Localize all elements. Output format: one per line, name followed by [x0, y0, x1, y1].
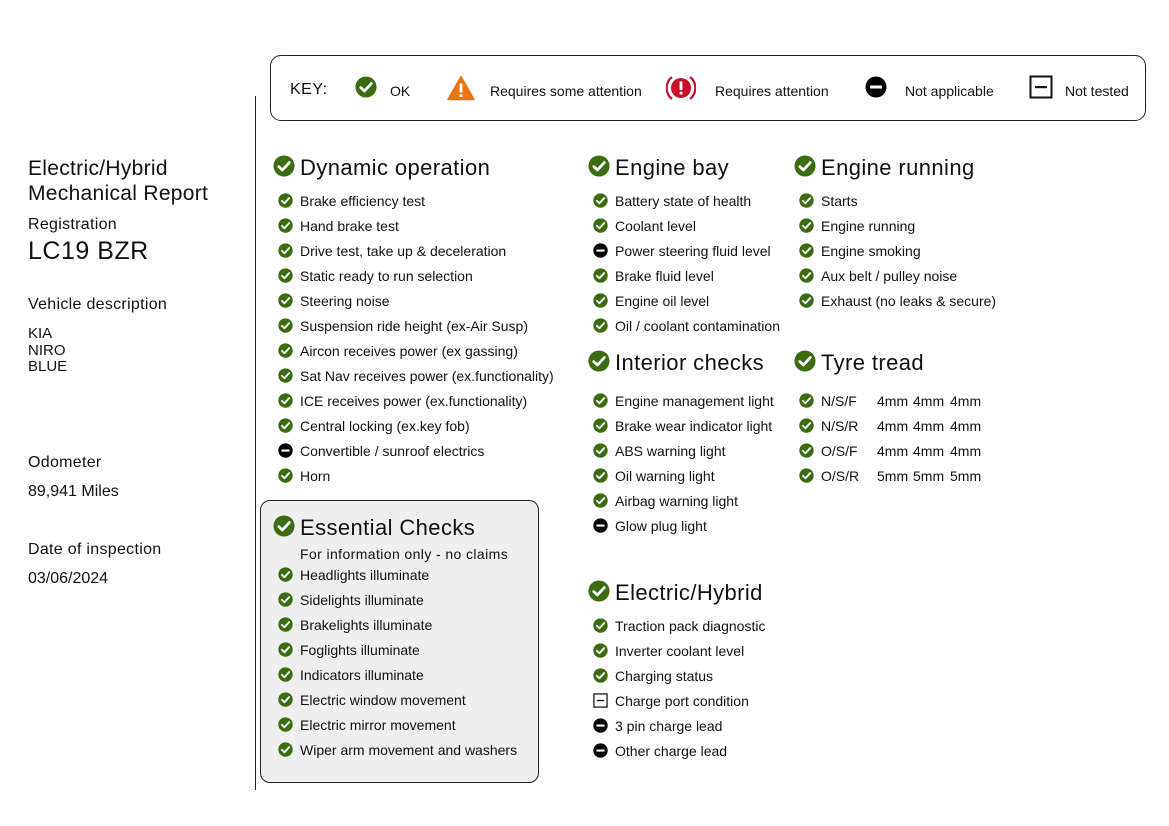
check-circle-icon — [799, 468, 814, 483]
check-circle-icon — [278, 692, 293, 707]
check-item-label: Glow plug light — [615, 518, 707, 534]
check-item-label: Aircon receives power (ex gassing) — [300, 343, 518, 359]
warning-triangle-icon — [447, 74, 475, 102]
section-title: Dynamic operation — [300, 155, 491, 180]
check-item-label: Brake fluid level — [615, 268, 714, 284]
check-item-label: ICE receives power (ex.functionality) — [300, 393, 528, 409]
check-item-label: Wiper arm movement and washers — [300, 742, 518, 758]
vehicle-colour: BLUE — [28, 358, 68, 375]
section-title: Essential Checks — [300, 515, 476, 540]
section-title: Engine running — [821, 155, 975, 180]
check-circle-icon — [794, 350, 816, 372]
check-circle-icon — [278, 243, 293, 258]
report-title-line: Mechanical Report — [28, 182, 209, 205]
registration-label: Registration — [28, 216, 117, 233]
minus-circle-icon — [593, 518, 608, 533]
check-circle-icon — [278, 343, 293, 358]
check-item-label: Oil warning light — [615, 468, 715, 484]
minus-square-icon — [593, 693, 608, 708]
tyre-reading: 4mm — [913, 418, 945, 434]
check-circle-icon — [278, 368, 293, 383]
check-circle-icon — [799, 443, 814, 458]
check-item-label: Hand brake test — [300, 218, 399, 234]
tyre-position: N/S/R — [821, 418, 859, 434]
check-item-label: Traction pack diagnostic — [615, 618, 766, 634]
section-title: Tyre tread — [821, 350, 925, 375]
check-item-label: Drive test, take up & deceleration — [300, 243, 507, 259]
check-circle-icon — [593, 493, 608, 508]
check-item-label: Engine oil level — [615, 293, 710, 309]
vehicle-description — [28, 326, 67, 376]
tyre-reading: 5mm — [950, 468, 982, 484]
check-circle-icon — [593, 643, 608, 658]
tyre-reading: 5mm — [877, 468, 909, 484]
vehicle-make: KIA — [28, 325, 53, 342]
minus-circle-icon — [865, 76, 887, 98]
alert-circle-icon — [666, 73, 696, 103]
check-item-label: Charging status — [615, 668, 714, 684]
check-circle-icon — [278, 667, 293, 682]
check-item-label: Electric window movement — [300, 692, 466, 708]
check-item-label: Coolant level — [615, 218, 696, 234]
check-item-label: Sidelights illuminate — [300, 592, 424, 608]
check-circle-icon — [593, 268, 608, 283]
report-title — [28, 156, 208, 206]
key-item-label: Not applicable — [905, 83, 994, 99]
tyre-reading: 4mm — [877, 418, 909, 434]
check-circle-icon — [799, 418, 814, 433]
section-title: Engine bay — [615, 155, 730, 180]
status-key-legend — [270, 55, 1146, 121]
check-circle-icon — [593, 393, 608, 408]
inspection-date-value: 03/06/2024 — [28, 570, 109, 587]
check-item-label: Aux belt / pulley noise — [821, 268, 958, 284]
section-subtitle: For information only - no claims — [300, 546, 509, 562]
check-circle-icon — [278, 567, 293, 582]
tyre-reading: 4mm — [950, 418, 982, 434]
registration-value: LC19 BZR — [28, 237, 149, 265]
vehicle-description-label: Vehicle description — [28, 296, 168, 313]
check-circle-icon — [278, 717, 293, 732]
tyre-position: N/S/F — [821, 393, 857, 409]
check-item-label: Convertible / sunroof electrics — [300, 443, 485, 459]
check-circle-icon — [593, 193, 608, 208]
tyre-reading: 4mm — [950, 443, 982, 459]
check-item-label: Engine smoking — [821, 243, 921, 259]
key-item-label: Not tested — [1065, 83, 1129, 99]
check-item-label: ABS warning light — [615, 443, 726, 459]
check-item-label: Brake wear indicator light — [615, 418, 773, 434]
section-title: Interior checks — [615, 350, 765, 375]
check-item-label: Engine running — [821, 218, 916, 234]
minus-circle-icon — [278, 443, 293, 458]
check-circle-icon — [799, 243, 814, 258]
check-item-label: Other charge lead — [615, 743, 728, 759]
check-item-label: Foglights illuminate — [300, 642, 420, 658]
check-circle-icon — [278, 268, 293, 283]
check-circle-icon — [278, 318, 293, 333]
check-circle-icon — [588, 155, 610, 177]
check-item-label: Central locking (ex.key fob) — [300, 418, 470, 434]
vehicle-model: NIRO — [28, 341, 66, 359]
check-item-label: Suspension ride height (ex-Air Susp) — [300, 318, 529, 334]
key-label: KEY: — [290, 81, 328, 98]
minus-circle-icon — [593, 718, 608, 733]
check-item-label: Brakelights illuminate — [300, 617, 433, 633]
tyre-reading: 4mm — [913, 393, 945, 409]
check-item-label: Power steering fluid level — [615, 243, 771, 259]
tyre-reading: 4mm — [950, 393, 982, 409]
check-circle-icon — [278, 642, 293, 657]
check-item-label: Steering noise — [300, 293, 390, 309]
check-circle-icon — [593, 618, 608, 633]
check-item-label: Inverter coolant level — [615, 643, 745, 659]
key-item-label: Requires some attention — [490, 83, 642, 99]
check-circle-icon — [593, 218, 608, 233]
check-item-label: Horn — [300, 468, 331, 484]
check-item-label: Headlights illuminate — [300, 567, 430, 583]
key-item-label: Requires attention — [715, 83, 829, 99]
minus-circle-icon — [593, 243, 608, 258]
check-circle-icon — [799, 268, 814, 283]
odometer-value: 89,941 Miles — [28, 483, 119, 500]
check-circle-icon — [278, 218, 293, 233]
check-item-label: 3 pin charge lead — [615, 718, 723, 734]
check-circle-icon — [273, 515, 295, 537]
minus-square-icon — [1029, 75, 1053, 99]
check-circle-icon — [794, 155, 816, 177]
tyre-reading: 5mm — [913, 468, 945, 484]
check-circle-icon — [588, 580, 610, 602]
check-circle-icon — [799, 393, 814, 408]
tyre-reading: 4mm — [913, 443, 945, 459]
check-circle-icon — [799, 293, 814, 308]
check-circle-icon — [278, 193, 293, 208]
check-circle-icon — [593, 468, 608, 483]
check-circle-icon — [799, 193, 814, 208]
check-item-label: Exhaust (no leaks & secure) — [821, 293, 997, 309]
check-item-label: Starts — [821, 193, 858, 209]
report-title-line: Electric/Hybrid — [28, 157, 168, 180]
check-circle-icon — [593, 668, 608, 683]
check-item-label: Indicators illuminate — [300, 667, 424, 683]
inspection-date-label: Date of inspection — [28, 541, 162, 558]
check-circle-icon — [799, 218, 814, 233]
check-item-label: Engine management light — [615, 393, 774, 409]
tyre-position: O/S/F — [821, 443, 858, 459]
check-circle-icon — [278, 592, 293, 607]
check-item-label: Sat Nav receives power (ex.functionality) — [300, 368, 554, 384]
check-item-label: Oil / coolant contamination — [615, 318, 780, 334]
check-circle-icon — [355, 76, 377, 98]
section-title: Electric/Hybrid — [615, 580, 763, 605]
check-item-label: Brake efficiency test — [300, 193, 426, 209]
check-item-label: Airbag warning light — [615, 493, 738, 509]
check-circle-icon — [278, 617, 293, 632]
check-circle-icon — [593, 293, 608, 308]
check-circle-icon — [278, 742, 293, 757]
check-circle-icon — [278, 393, 293, 408]
check-circle-icon — [273, 155, 295, 177]
check-circle-icon — [588, 350, 610, 372]
check-circle-icon — [278, 468, 293, 483]
check-item-label: Static ready to run selection — [300, 268, 473, 284]
check-circle-icon — [593, 318, 608, 333]
tyre-position: O/S/R — [821, 468, 860, 484]
tyre-reading: 4mm — [877, 393, 909, 409]
minus-circle-icon — [593, 743, 608, 758]
odometer-label: Odometer — [28, 454, 102, 471]
check-circle-icon — [593, 443, 608, 458]
check-item-label: Charge port condition — [615, 693, 749, 709]
check-circle-icon — [278, 418, 293, 433]
tyre-reading: 4mm — [877, 443, 909, 459]
key-item-label: OK — [390, 83, 411, 99]
check-circle-icon — [593, 418, 608, 433]
column-divider — [255, 96, 256, 790]
check-circle-icon — [278, 293, 293, 308]
check-item-label: Battery state of health — [615, 193, 752, 209]
check-item-label: Electric mirror movement — [300, 717, 456, 733]
